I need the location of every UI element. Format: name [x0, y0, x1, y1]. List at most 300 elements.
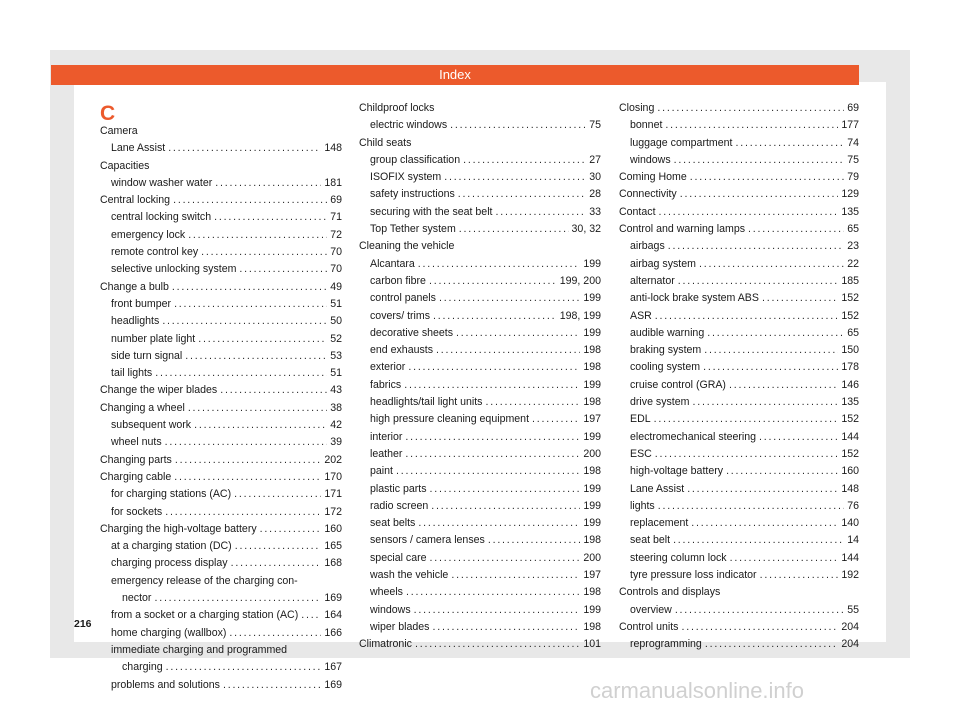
index-entry-page: 167 [324, 661, 342, 674]
index-entry-text: window washer water [111, 176, 213, 189]
dot-leader [665, 238, 844, 255]
index-entry-page: 202 [324, 453, 342, 466]
index-entry-page: 198 [583, 620, 601, 633]
index-column-1 [100, 123, 342, 694]
index-entry-text: from a socket or a charging station (AC) [111, 609, 299, 622]
index-entry-text: high-voltage battery [630, 465, 724, 478]
index-entry-page: 165 [324, 540, 342, 553]
dot-leader [412, 636, 580, 653]
index-entry-text: braking system [630, 344, 702, 357]
dot-leader [182, 348, 327, 365]
index-entry-page: 39 [330, 436, 342, 449]
index-entry-text: ASR [630, 309, 652, 322]
index-entry [359, 342, 601, 359]
dot-leader [651, 411, 839, 428]
index-entry-text: emergency lock [111, 228, 186, 241]
index-entry [619, 602, 859, 619]
index-entry-page: 204 [841, 638, 859, 651]
dot-leader [678, 619, 838, 636]
dot-leader [171, 469, 321, 486]
dot-leader [428, 498, 580, 515]
dot-leader [236, 261, 327, 278]
index-entry-page: 140 [841, 517, 859, 530]
index-entry [619, 290, 859, 307]
index-entry-text: for charging stations (AC) [111, 488, 232, 501]
index-entry [619, 273, 859, 290]
index-entry-text: for sockets [111, 505, 163, 518]
index-entry-page: 200 [583, 447, 601, 460]
dot-leader [455, 186, 586, 203]
index-entry-page: 23 [847, 240, 859, 253]
dot-leader [688, 515, 838, 532]
index-entry-page: 51 [330, 297, 342, 310]
dot-leader [228, 555, 322, 572]
index-entry-page: 160 [841, 465, 859, 478]
index-entry [619, 619, 859, 636]
index-entry-page: 199 [583, 517, 601, 530]
index-entry-page: 197 [583, 569, 601, 582]
index-entry-page: 169 [324, 678, 342, 691]
index-entry-page: 71 [330, 211, 342, 224]
index-entry-text: sensors / camera lenses [370, 534, 485, 547]
index-entry [100, 348, 342, 365]
index-entry [359, 256, 601, 273]
dot-leader [185, 400, 327, 417]
index-entry-page: 28 [589, 188, 601, 201]
index-entry-text: luggage compartment [630, 136, 733, 149]
watermark: carmanualsonline.info [590, 678, 805, 703]
index-entry-text: Alcantara [370, 257, 415, 270]
dot-leader [654, 100, 844, 117]
index-entry [619, 377, 859, 394]
dot-leader [672, 602, 844, 619]
index-entry-page: 33 [589, 205, 601, 218]
index-entry [359, 238, 601, 255]
index-entry-page: 152 [841, 309, 859, 322]
index-entry [619, 429, 859, 446]
index-entry-text: Control and warning lamps [619, 223, 746, 236]
dot-leader [231, 486, 321, 503]
index-entry-text: group classification [370, 153, 461, 166]
dot-leader [403, 584, 580, 601]
dot-leader [447, 117, 586, 134]
index-entry-page: 30, 32 [571, 223, 601, 236]
dot-leader [257, 521, 322, 538]
index-entry-page: 22 [847, 257, 859, 270]
index-entry-text: Connectivity [619, 188, 677, 201]
index-entry-text: Cleaning the vehicle [359, 240, 455, 253]
dot-leader [460, 152, 586, 169]
dot-leader [212, 175, 321, 192]
index-entry [619, 532, 859, 549]
index-entry-text: Contact [619, 205, 656, 218]
dot-leader [732, 135, 844, 152]
dot-leader [165, 140, 321, 157]
index-entry-page: 135 [841, 205, 859, 218]
index-entry [100, 261, 342, 278]
index-entry [619, 394, 859, 411]
index-entry [100, 521, 342, 538]
index-entry-page: 144 [841, 551, 859, 564]
index-entry [359, 204, 601, 221]
index-entry [359, 429, 601, 446]
index-entry [100, 434, 342, 451]
dot-leader [191, 417, 327, 434]
index-entry-text: headlights/tail light units [370, 396, 483, 409]
index-entry-text: Changing a wheel [100, 401, 185, 414]
index-entry-text: Lane Assist [111, 142, 166, 155]
index-entry-text: fabrics [370, 378, 402, 391]
dot-leader [185, 227, 327, 244]
index-entry-text: Changing parts [100, 453, 172, 466]
dot-leader [655, 498, 844, 515]
dot-leader [429, 619, 580, 636]
index-entry [619, 135, 859, 152]
index-entry [359, 481, 601, 498]
index-entry-text: home charging (wallbox) [111, 626, 227, 639]
index-entry-page: 199 [583, 292, 601, 305]
dot-leader [430, 308, 557, 325]
index-entry-page: 148 [324, 142, 342, 155]
dot-leader [151, 590, 321, 607]
index-entry-text: side turn signal [111, 349, 183, 362]
index-entry-page: 199 [583, 499, 601, 512]
index-entry-page: 160 [324, 522, 342, 535]
dot-leader [482, 394, 580, 411]
index-entry [100, 192, 342, 209]
index-entry [359, 377, 601, 394]
index-entry-text: end exhausts [370, 344, 434, 357]
index-entry-text: steering column lock [630, 551, 727, 564]
index-entry [100, 659, 342, 676]
index-entry [359, 394, 601, 411]
index-entry-text: seat belts [370, 517, 416, 530]
section-letter: C [100, 102, 116, 125]
dot-leader [485, 532, 580, 549]
dot-leader [159, 313, 327, 330]
index-entry-text: plastic parts [370, 482, 427, 495]
index-entry-page: 65 [847, 223, 859, 236]
dot-leader [169, 279, 327, 296]
index-entry-page: 181 [324, 176, 342, 189]
index-entry [100, 158, 342, 175]
dot-leader [170, 192, 327, 209]
index-entry-page: 198, 199 [559, 309, 601, 322]
index-entry-text: decorative sheets [370, 326, 454, 339]
index-entry-text: radio screen [370, 499, 429, 512]
index-entry-text: Childproof locks [359, 102, 435, 114]
dot-leader [211, 209, 327, 226]
dot-leader [433, 342, 580, 359]
index-entry [619, 411, 859, 428]
index-entry-text: securing with the seat belt [370, 205, 493, 218]
index-entry-page: 198 [583, 361, 601, 374]
index-entry-page: 30 [589, 171, 601, 184]
index-entry-page: 199 [583, 603, 601, 616]
index-entry-text: Charging the high-voltage battery [100, 522, 257, 535]
index-entry-page: 172 [324, 505, 342, 518]
index-entry [100, 400, 342, 417]
dot-leader [217, 382, 327, 399]
dot-leader [745, 221, 844, 238]
dot-leader [727, 550, 839, 567]
dot-leader [675, 273, 839, 290]
index-entry [100, 244, 342, 261]
index-entry-page: 164 [324, 609, 342, 622]
index-entry-text: drive system [630, 396, 690, 409]
index-entry-page: 43 [330, 384, 342, 397]
index-entry-text: Central locking [100, 194, 171, 207]
dot-leader [696, 256, 844, 273]
index-entry-page: 129 [841, 188, 859, 201]
index-entry [359, 169, 601, 186]
index-entry [619, 636, 859, 653]
index-entry-text: immediate charging and programmed [111, 643, 288, 656]
index-entry-page: 76 [847, 499, 859, 512]
index-entry [359, 463, 601, 480]
index-entry-page: 144 [841, 430, 859, 443]
index-entry [100, 573, 342, 590]
index-entry-page: 199 [583, 257, 601, 270]
index-entry [619, 515, 859, 532]
index-entry-text: wiper blades [370, 620, 430, 633]
index-entry [359, 446, 601, 463]
index-entry-page: 38 [330, 401, 342, 414]
index-entry-text: number plate light [111, 332, 196, 345]
index-entry-text: remote control key [111, 246, 199, 259]
index-entry [100, 504, 342, 521]
index-entry-page: 170 [324, 470, 342, 483]
index-entry [619, 152, 859, 169]
index-entry-text: special care [370, 551, 427, 564]
index-entry-page: 198 [583, 344, 601, 357]
dot-leader [198, 244, 327, 261]
index-entry-text: Camera [100, 125, 138, 137]
index-entry-page: 152 [841, 447, 859, 460]
index-entry-text: cruise control (GRA) [630, 378, 726, 391]
index-entry-text: wheel nuts [111, 436, 162, 449]
index-entry-page: 198 [583, 396, 601, 409]
index-entry-text: Change a bulb [100, 280, 169, 293]
dot-leader [220, 677, 321, 694]
index-entry-text: airbag system [630, 257, 696, 270]
index-entry-text: Change the wiper blades [100, 384, 218, 397]
index-entry-page: 169 [324, 592, 342, 605]
index-entry [359, 636, 601, 653]
index-entry [619, 325, 859, 342]
index-entry-page: 55 [847, 603, 859, 616]
index-entry-text: Closing [619, 102, 655, 114]
index-entry-text: Child seats [359, 136, 412, 149]
index-entry-text: replacement [630, 517, 689, 530]
index-entry [100, 227, 342, 244]
index-entry [359, 550, 601, 567]
index-entry [359, 532, 601, 549]
index-entry [100, 607, 342, 624]
dot-leader [652, 308, 839, 325]
index-entry-text: emergency release of the charging con- [111, 574, 298, 587]
index-entry-text: wheels [370, 586, 403, 599]
index-entry [100, 209, 342, 226]
index-entry-text: charging [122, 661, 163, 674]
index-entry [100, 296, 342, 313]
index-entry-text: control panels [370, 292, 436, 305]
index-entry-page: 74 [847, 136, 859, 149]
dot-leader [670, 532, 844, 549]
index-entry [619, 256, 859, 273]
index-entry-page: 72 [330, 228, 342, 241]
index-entry-text: subsequent work [111, 419, 192, 432]
dot-leader [402, 446, 580, 463]
index-entry [619, 481, 859, 498]
dot-leader [232, 538, 322, 555]
dot-leader [529, 411, 580, 428]
index-entry [100, 365, 342, 382]
index-entry-page: 199, 200 [559, 274, 601, 287]
index-entry-text: tyre pressure loss indicator [630, 569, 757, 582]
dot-leader [172, 452, 321, 469]
index-column-2 [359, 100, 601, 654]
index-entry-page: 199 [583, 326, 601, 339]
index-entry-text: bonnet [630, 119, 663, 132]
index-entry-text: electromechanical steering [630, 430, 757, 443]
index-entry-text: anti-lock brake system ABS [630, 292, 759, 305]
dot-leader [662, 117, 838, 134]
index-entry-text: at a charging station (DC) [111, 540, 232, 553]
index-entry [359, 221, 601, 238]
index-entry [359, 359, 601, 376]
index-entry-page: 75 [589, 119, 601, 132]
index-entry [359, 619, 601, 636]
index-entry-text: lights [630, 499, 655, 512]
index-entry-text: headlights [111, 315, 160, 328]
index-entry [359, 325, 601, 342]
index-entry [619, 359, 859, 376]
index-entry-text: wash the vehicle [370, 569, 449, 582]
dot-leader [704, 325, 844, 342]
index-entry-text: reprogramming [630, 638, 702, 651]
dot-leader [195, 331, 327, 348]
index-entry-page: 200 [583, 551, 601, 564]
index-entry-page: 199 [583, 430, 601, 443]
index-entry-text: seat belt [630, 534, 671, 547]
index-entry-page: 168 [324, 557, 342, 570]
index-entry [359, 100, 601, 117]
dot-leader [689, 394, 838, 411]
index-entry-text: Climatronic [359, 638, 412, 651]
index-entry-page: 204 [841, 620, 859, 633]
index-entry-text: Lane Assist [630, 482, 685, 495]
index-entry [100, 642, 342, 659]
index-entry [359, 117, 601, 134]
index-entry-text: Capacities [100, 159, 150, 172]
dot-leader [687, 169, 844, 186]
dot-leader [441, 169, 586, 186]
index-entry-page: 152 [841, 292, 859, 305]
dot-leader [726, 377, 838, 394]
dot-leader [426, 273, 557, 290]
index-entry-text: safety instructions [370, 188, 455, 201]
index-entry-page: 198 [583, 534, 601, 547]
index-entry-page: 177 [841, 119, 859, 132]
index-entry [100, 538, 342, 555]
index-entry-text: front bumper [111, 297, 172, 310]
index-entry-page: 192 [841, 569, 859, 582]
dot-leader [757, 567, 839, 584]
index-entry-page: 199 [583, 482, 601, 495]
index-entry [359, 152, 601, 169]
index-entry-page: 171 [324, 488, 342, 501]
index-entry-text: interior [370, 430, 403, 443]
index-entry-page: 52 [330, 332, 342, 345]
index-entry-text: nector [122, 592, 152, 605]
dot-leader [436, 290, 580, 307]
dot-leader [393, 463, 580, 480]
dot-leader [702, 636, 838, 653]
index-entry [100, 625, 342, 642]
index-entry-text: carbon fibre [370, 274, 426, 287]
index-entry [100, 486, 342, 503]
index-entry-page: 70 [330, 263, 342, 276]
index-entry [359, 135, 601, 152]
index-entry [100, 590, 342, 607]
index-entry-text: problems and solutions [111, 678, 220, 691]
index-entry [100, 175, 342, 192]
dot-leader [162, 504, 321, 521]
index-entry [619, 567, 859, 584]
dot-leader [401, 377, 580, 394]
index-entry [359, 602, 601, 619]
index-entry [100, 123, 342, 140]
index-entry-page: 198 [583, 465, 601, 478]
dot-leader [671, 152, 845, 169]
index-entry-page: 199 [583, 378, 601, 391]
index-entry [100, 555, 342, 572]
dot-leader [298, 607, 321, 624]
index-entry-text: cooling system [630, 361, 701, 374]
index-entry-page: 49 [330, 280, 342, 293]
index-entry-page: 198 [583, 586, 601, 599]
index-entry-page: 148 [841, 482, 859, 495]
index-entry [619, 169, 859, 186]
index-header-bar: Index [51, 65, 859, 85]
index-entry-page: 135 [841, 396, 859, 409]
index-entry-page: 146 [841, 378, 859, 391]
index-entry-text: electric windows [370, 119, 448, 132]
index-entry-text: Charging cable [100, 470, 172, 483]
dot-leader [759, 290, 838, 307]
index-entry [619, 100, 859, 117]
index-entry [619, 342, 859, 359]
index-entry [619, 550, 859, 567]
dot-leader [163, 659, 322, 676]
dot-leader [226, 625, 321, 642]
index-entry-page: 14 [847, 534, 859, 547]
index-entry-text: overview [630, 603, 672, 616]
index-entry [100, 452, 342, 469]
index-entry-text: audible warning [630, 326, 705, 339]
index-entry [100, 140, 342, 157]
index-entry-text: central locking switch [111, 211, 212, 224]
dot-leader [453, 325, 580, 342]
index-entry-page: 42 [330, 419, 342, 432]
index-entry-page: 69 [330, 194, 342, 207]
dot-leader [162, 434, 328, 451]
dot-leader [405, 359, 580, 376]
dot-leader [723, 463, 838, 480]
dot-leader [677, 186, 839, 203]
index-entry [100, 677, 342, 694]
